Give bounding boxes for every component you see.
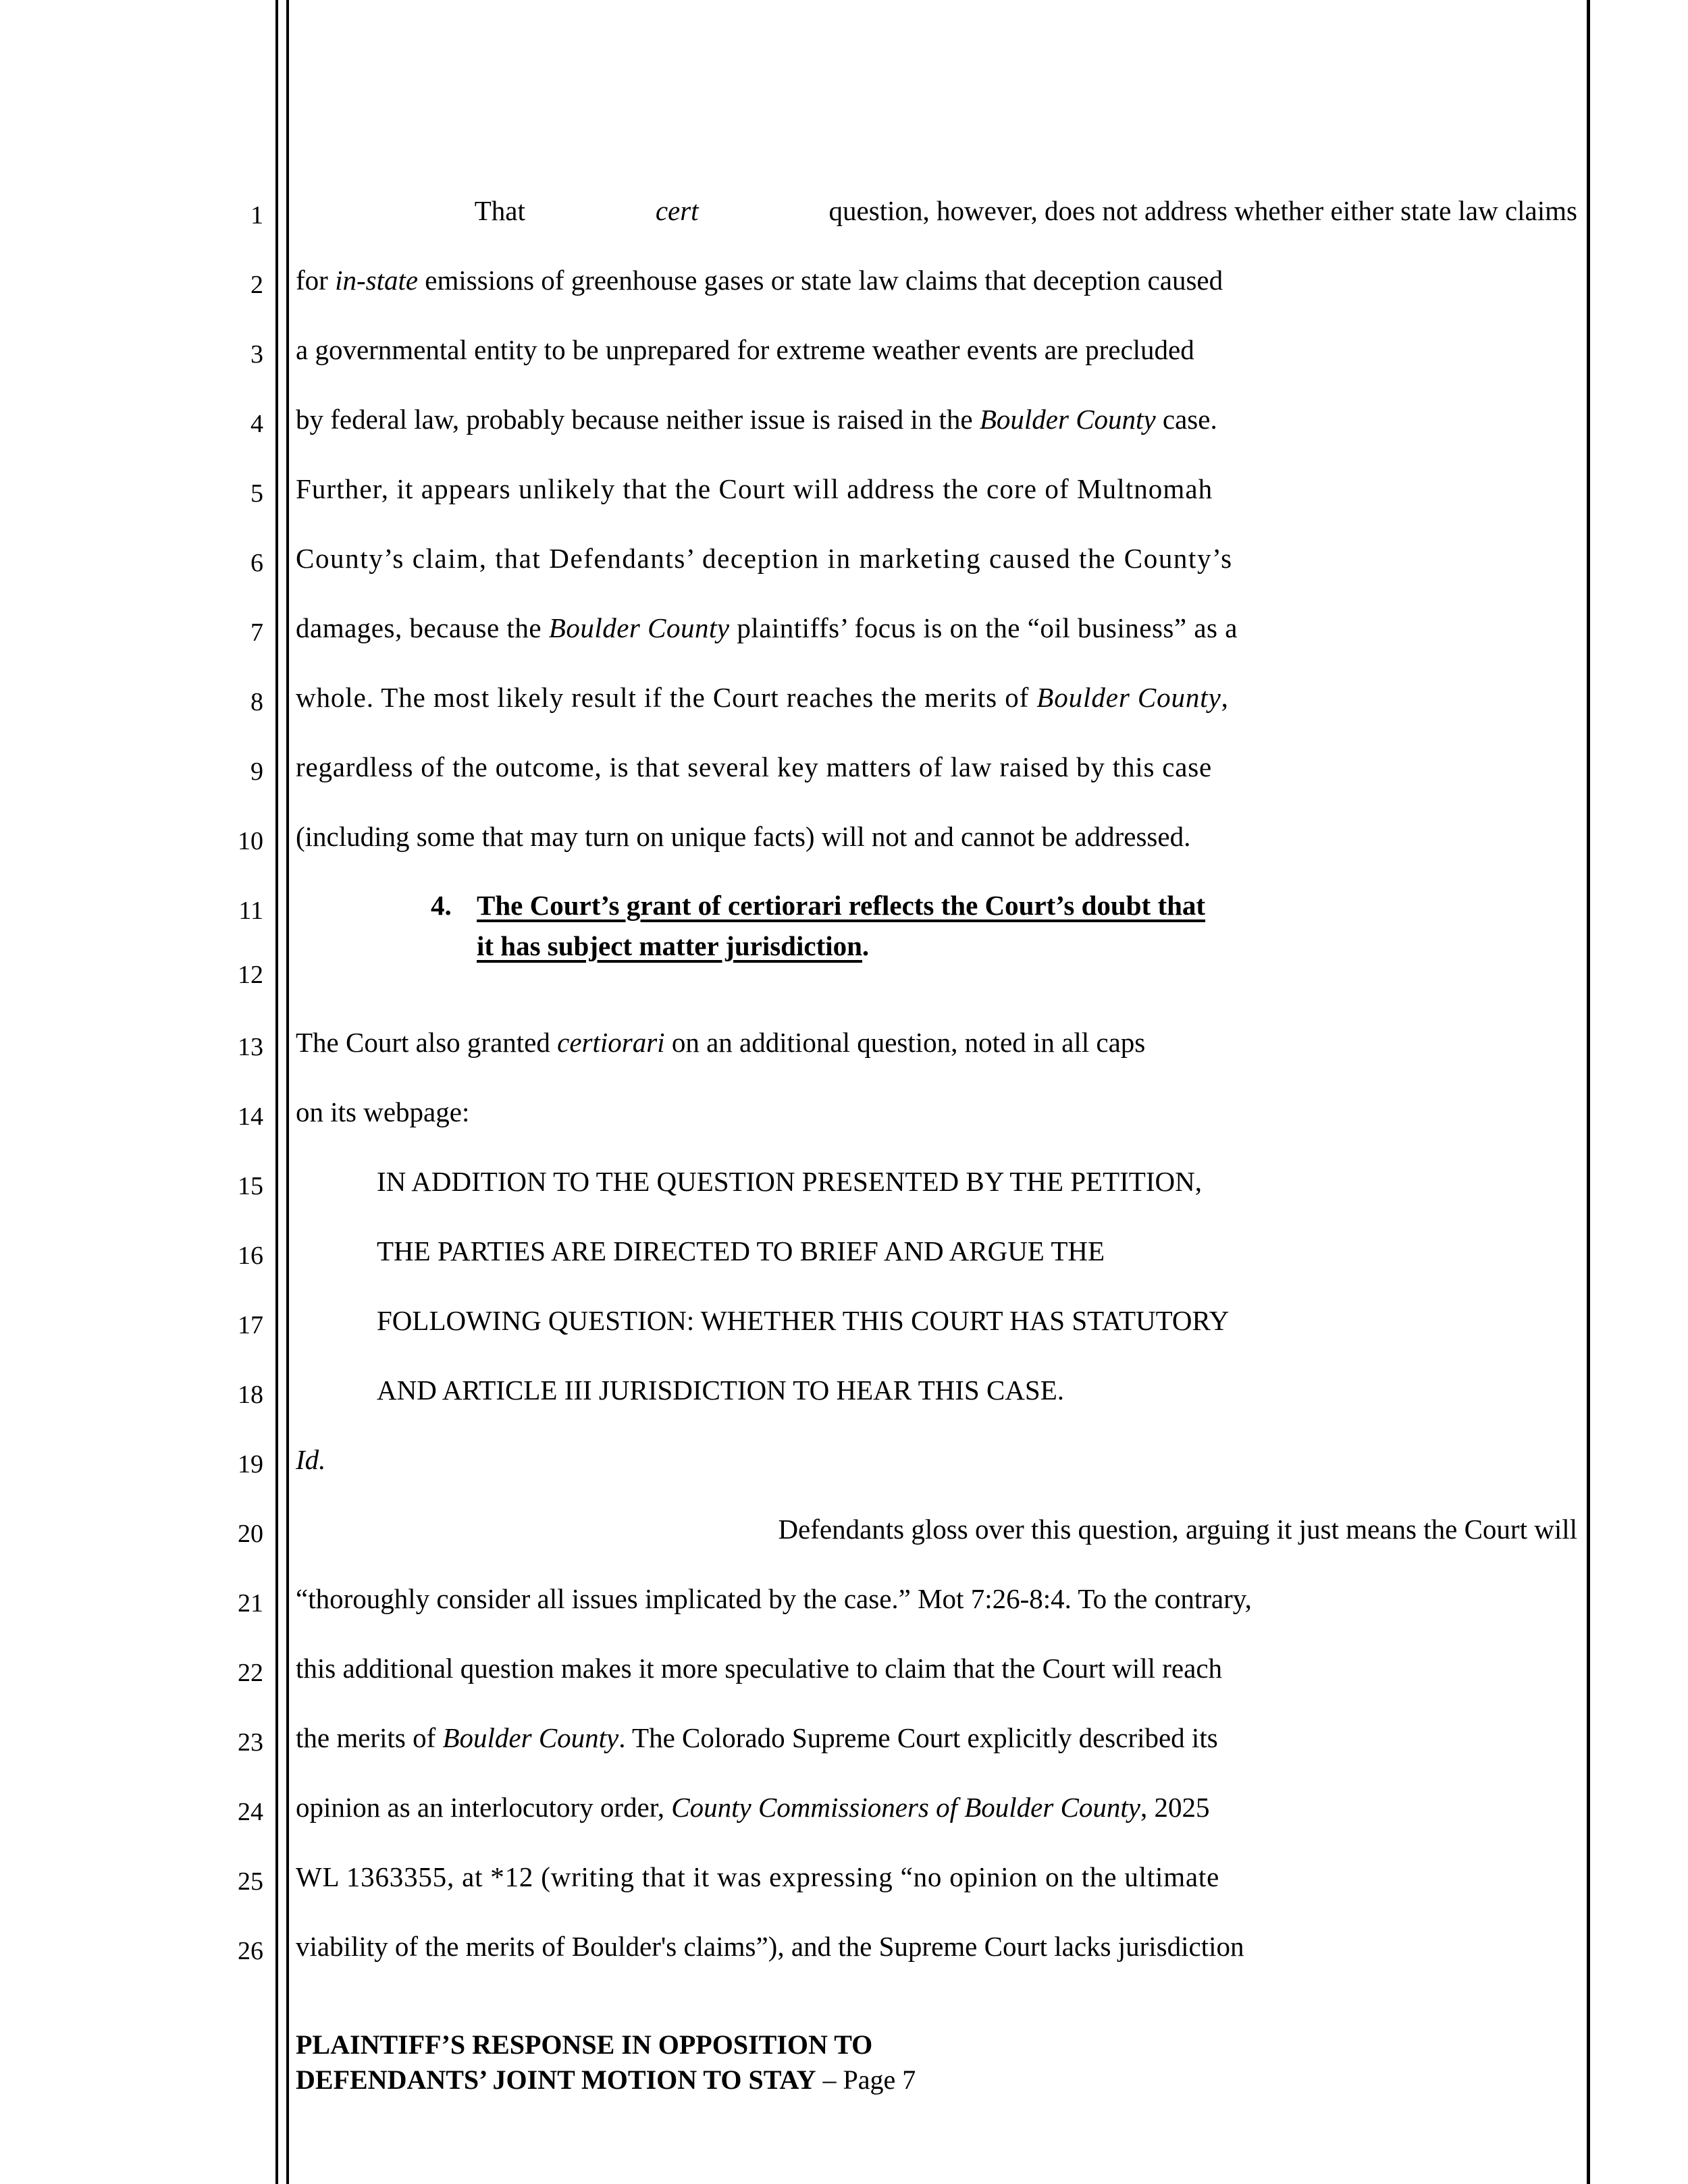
citation-id: Id. — [296, 1444, 326, 1475]
line-20-indent — [296, 1514, 351, 1544]
line-number: 15 — [238, 1172, 263, 1200]
line-4-text-a: by federal law, probably because neither issue is raised in the — [296, 404, 980, 435]
footer-separator: – — [816, 2065, 843, 2095]
body-line-24 — [296, 1792, 1577, 1822]
body-line-2 — [296, 265, 1577, 295]
line-13-text-a: The Court also granted — [296, 1027, 558, 1058]
line-number: 22 — [238, 1659, 263, 1687]
left-pleading-rule-outer — [275, 0, 278, 2184]
line-number: 18 — [238, 1381, 263, 1409]
footer-line-2-wrap — [296, 2064, 1579, 2096]
line-2-text-b: emissions of greenhouse gases or state law claims that deception caused — [418, 265, 1223, 296]
line-7-italic-case-name: Boulder County — [548, 612, 730, 643]
line-number: 19 — [238, 1450, 263, 1479]
line-13-text-b: on an additional question, noted in all caps — [664, 1027, 1146, 1058]
body-line-7 — [296, 613, 1577, 643]
body-line-6: County’s claim, that Defendants’ deception in marketing caused the County’s — [296, 543, 1233, 574]
line-number: 26 — [238, 1937, 263, 1965]
body-line-5: Further, it appears unlikely that the Court will address the core of Multnomah — [296, 473, 1213, 504]
body-line-10: (including some that may turn on unique facts) will not and cannot be addressed. — [296, 821, 1191, 852]
line-8-text-a: whole. The most likely result if the Court reaches the merits of — [296, 682, 1037, 713]
line-1-text-b: question, however, does not address whether either state law claims — [822, 195, 1577, 226]
line-number: 3 — [250, 340, 263, 369]
line-number: 25 — [238, 1867, 263, 1896]
line-number: 9 — [250, 757, 263, 786]
body-line-4 — [296, 404, 1577, 434]
line-4-text-b: case. — [1155, 404, 1217, 435]
line-24-italic-case-name: County Commissioners of Boulder County — [671, 1792, 1140, 1823]
line-24-text-b: , 2025 — [1140, 1792, 1210, 1823]
body-line-25: WL 1363355, at *12 (writing that it was expressing “no opinion on the ultimate — [296, 1861, 1220, 1892]
body-line-13 — [296, 1028, 1577, 1057]
body-line-9: regardless of the outcome, is that several key matters of law raised by this case — [296, 751, 1212, 782]
blockquote-line-15: IN ADDITION TO THE QUESTION PRESENTED BY THE PETITION, — [377, 1166, 1202, 1197]
footer-page-label: Page 7 — [843, 2065, 916, 2095]
body-line-20 — [296, 1514, 1577, 1544]
body-line-26: viability of the merits of Boulder's claims”), and the Supreme Court lacks jurisdiction — [296, 1931, 1244, 1962]
line-13-italic-certiorari: certiorari — [557, 1027, 665, 1058]
line-24-text-a: opinion as an interlocutory order, — [296, 1792, 672, 1823]
line-number: 24 — [238, 1798, 263, 1826]
line-number: 12 — [238, 961, 263, 989]
heading-4-number: 4. — [431, 890, 452, 921]
line-number: 13 — [238, 1033, 263, 1061]
heading-4-period: . — [862, 930, 870, 961]
line-number: 5 — [250, 479, 263, 508]
line-20-text: Defendants gloss over this question, arguing it just means the Court will — [778, 1514, 1577, 1545]
line-number: 14 — [238, 1102, 263, 1131]
line-number: 8 — [250, 688, 263, 716]
line-number: 11 — [238, 897, 263, 925]
body-line-1 — [296, 196, 1577, 225]
right-pleading-rule — [1587, 0, 1590, 2184]
line-number: 20 — [238, 1520, 263, 1548]
line-4-italic-case-name: Boulder County — [979, 404, 1156, 435]
line-number: 16 — [238, 1242, 263, 1270]
heading-4-line-2-wrap — [477, 930, 869, 961]
blockquote-line-17: FOLLOWING QUESTION: WHETHER THIS COURT HAS STATUTORY — [377, 1305, 1230, 1336]
body-line-22: this additional question makes it more speculative to claim that the Court will reach — [296, 1653, 1223, 1684]
line-1-text-a: That — [474, 195, 533, 226]
line-8-text-b: , — [1221, 682, 1229, 713]
line-23-italic-case-name: Boulder County — [442, 1722, 619, 1753]
line-7-text-a: damages, because the — [296, 612, 549, 643]
line-7-text-b: plaintiffs’ focus is on the “oil business” as a — [729, 612, 1238, 643]
heading-4-line-2: it has subject matter jurisdiction — [477, 930, 862, 961]
blockquote-line-16: THE PARTIES ARE DIRECTED TO BRIEF AND ARGUE THE — [377, 1235, 1105, 1267]
body-line-23 — [296, 1723, 1577, 1753]
line-number: 4 — [250, 410, 263, 438]
left-pleading-rule-inner — [286, 0, 289, 2184]
line-number: 1 — [250, 201, 263, 230]
line-number: 17 — [238, 1311, 263, 1339]
line-23-text-a: the merits of — [296, 1722, 443, 1753]
footer-line-1: PLAINTIFF’S RESPONSE IN OPPOSITION TO — [296, 2029, 873, 2060]
line-number: 23 — [238, 1728, 263, 1757]
line-1-italic: cert — [655, 195, 699, 226]
line-number: 10 — [238, 827, 263, 855]
body-line-14: on its webpage: — [296, 1096, 470, 1127]
line-number: 2 — [250, 271, 263, 299]
blockquote-line-18: AND ARTICLE III JURISDICTION TO HEAR THIS CASE. — [377, 1375, 1064, 1406]
document-body — [296, 0, 1579, 2184]
line-number: 6 — [250, 549, 263, 577]
heading-4-line-1: The Court’s grant of certiorari reflects the Court’s doubt that — [477, 890, 1206, 921]
line-number: 7 — [250, 618, 263, 647]
line-number-gutter — [203, 0, 263, 2184]
line-number: 21 — [238, 1589, 263, 1618]
line-2-text-a: for — [296, 265, 336, 296]
footer-line-2: DEFENDANTS’ JOINT MOTION TO STAY — [296, 2065, 816, 2095]
line-8-italic-case-name: Boulder County — [1036, 682, 1221, 713]
body-line-21: “thoroughly consider all issues implicated by the case.” Mot 7:26-8:4. To the contrary, — [296, 1583, 1252, 1614]
body-line-8 — [296, 683, 1577, 712]
body-line-3: a governmental entity to be unprepared for extreme weather events are precluded — [296, 334, 1194, 365]
line-23-text-b: . The Colorado Supreme Court explicitly described its — [618, 1722, 1218, 1753]
line-2-italic: in-state — [335, 265, 419, 296]
line-1-indent — [296, 196, 351, 225]
